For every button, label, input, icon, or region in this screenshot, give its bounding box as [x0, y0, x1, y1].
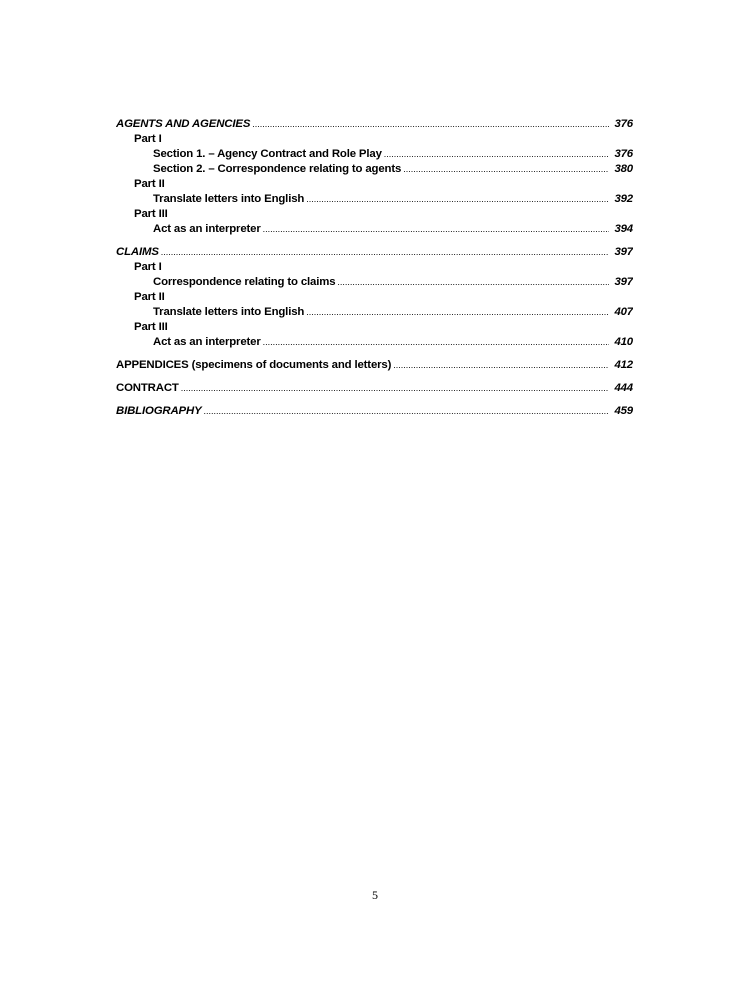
toc-entry-page: 392: [614, 193, 633, 205]
toc-part-label: Part II: [134, 178, 165, 190]
dot-leader: [393, 358, 609, 373]
toc-part-label: Part III: [134, 321, 168, 333]
toc-entry-label: Translate letters into English: [153, 306, 305, 318]
toc-title-claims: CLAIMS: [116, 246, 159, 258]
toc-page-appendices: 412: [614, 359, 633, 371]
toc-part-heading: [116, 177, 633, 192]
toc-entry-page: 407: [614, 306, 633, 318]
toc-page-bibliography: 459: [614, 405, 633, 417]
toc-entry-page: 410: [614, 336, 633, 348]
toc-part-heading: [116, 320, 633, 335]
toc-entry-agency-contract: [116, 147, 633, 162]
toc-entry-page: 397: [614, 276, 633, 288]
toc-part-label: Part III: [134, 208, 168, 220]
toc-part-heading: [116, 260, 633, 275]
toc-entry-bibliography: [116, 404, 633, 419]
toc-entry-agents-correspondence: [116, 162, 633, 177]
dot-leader: [252, 117, 609, 132]
toc-part-label: Part I: [134, 261, 162, 273]
toc-title-appendices: APPENDICES (specimens of documents and letters): [116, 359, 392, 371]
toc-entry-agents-translate: [116, 192, 633, 207]
dot-leader: [306, 305, 609, 320]
toc-part-heading: [116, 290, 633, 305]
toc-title-agents: AGENTS AND AGENCIES: [116, 118, 251, 130]
toc-entry-label: Act as an interpreter: [153, 336, 261, 348]
toc-part-label: Part I: [134, 133, 162, 145]
dot-leader: [263, 222, 609, 237]
toc-entry-label: Correspondence relating to claims: [153, 276, 336, 288]
dot-leader: [204, 404, 609, 419]
toc-page-agents: 376: [614, 118, 633, 130]
dot-leader: [263, 335, 609, 350]
dot-leader: [181, 381, 609, 396]
toc-title-bibliography: BIBLIOGRAPHY: [116, 405, 202, 417]
toc-entry-agents-interpreter: [116, 222, 633, 237]
dot-leader: [161, 245, 609, 260]
toc-part-heading: [116, 207, 633, 222]
toc-entry-page: 394: [614, 223, 633, 235]
dot-leader: [337, 275, 609, 290]
toc-title-contract: CONTRACT: [116, 382, 179, 394]
toc-entry-claims-interpreter: [116, 335, 633, 350]
toc-entry-page: 380: [614, 163, 633, 175]
toc-page-contract: 444: [614, 382, 633, 394]
toc-entry-page: 376: [614, 148, 633, 160]
toc-part-heading: [116, 132, 633, 147]
toc-entry-claims-translate: [116, 305, 633, 320]
toc-entry-label: Act as an interpreter: [153, 223, 261, 235]
toc-entry-label: Translate letters into English: [153, 193, 305, 205]
toc-page-claims: 397: [614, 246, 633, 258]
toc-entry-appendices: [116, 358, 633, 373]
toc-part-label: Part II: [134, 291, 165, 303]
dot-leader: [403, 162, 609, 177]
toc-entry-label: Section 1. – Agency Contract and Role Play: [153, 148, 382, 160]
table-of-contents: [116, 117, 633, 419]
page-number: 5: [372, 888, 378, 902]
toc-entry-contract: [116, 381, 633, 396]
toc-entry-claims-correspondence: [116, 275, 633, 290]
toc-entry-claims: [116, 245, 633, 260]
toc-entry-label: Section 2. – Correspondence relating to agents: [153, 163, 402, 175]
toc-entry-agents: [116, 117, 633, 132]
dot-leader: [384, 147, 609, 162]
dot-leader: [306, 192, 609, 207]
